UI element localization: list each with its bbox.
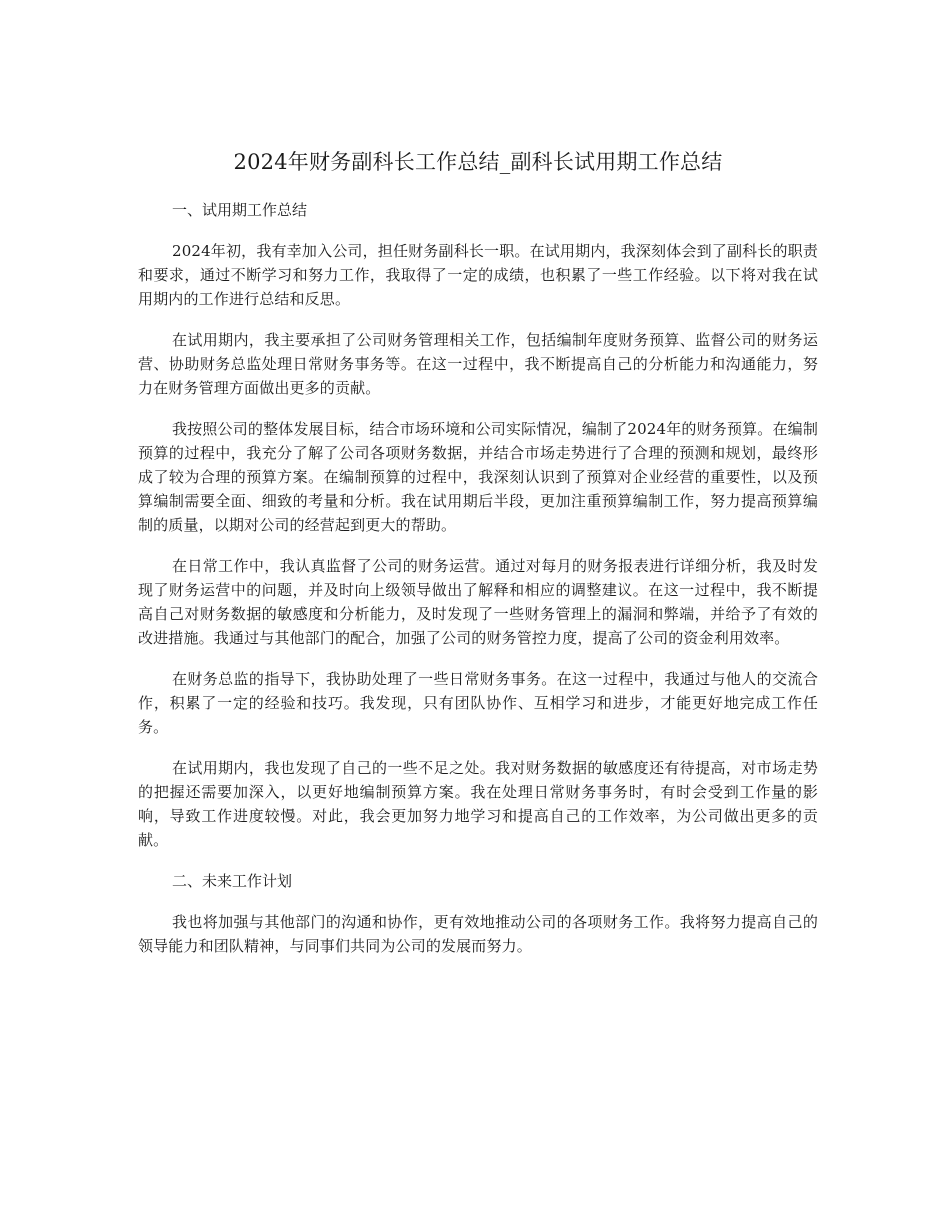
document-title: 2024年财务副科长工作总结_副科长试用期工作总结 xyxy=(233,150,723,174)
paragraph-daily-affairs: 在财务总监的指导下，我协助处理了一些日常财务事务。在这一过程中，我通过与他人的交流合作，积累了一定的经验和技巧。我发现，只有团队协作、互相学习和进步，才能更好地完成工作任务。 xyxy=(138,670,818,736)
paragraph-operations: 在日常工作中，我认真监督了公司的财务运营。通过对每月的财务报表进行详细分析，我及时发现了财务运营中的问题，并及时向上级领导做出了解释和相应的调整建议。在这一过程中，我不断提高自己对财务数据的敏感度和分析能力，及时发现了一些财务管理上的漏洞和弊端，并给予了有效的改进措施。我通过与其他部门的配合，加强了公司的财务管控力度，提高了公司的资金利用效率。 xyxy=(138,557,818,647)
paragraph-budget: 我按照公司的整体发展目标，结合市场环境和公司实际情况，编制了2024年的财务预算。在编制预算的过程中，我充分了解了公司各项财务数据，并结合市场走势进行了合理的预测和规划，最终形成了较为合理的预算方案。在编制预算的过程中，我深刻认识到了预算对企业经营的重要性，以及预算编制需要全面、细致的考量和分析。我在试用期后半段，更加注重预算编制工作，努力提高预算编制的质量，以期对公司的经营起到更大的帮助。 xyxy=(138,420,818,534)
section-heading-future-plan: 二、未来工作计划 xyxy=(172,872,293,890)
paragraph-shortcomings: 在试用期内，我也发现了自己的一些不足之处。我对财务数据的敏感度还有待提高，对市场走势的把握还需要加深入，以更好地编制预算方案。我在处理日常财务事务时，有时会受到工作量的影响，导致工作进度较慢。对此，我会更加努力地学习和提高自己的工作效率，为公司做出更多的贡献。 xyxy=(138,759,818,849)
paragraph-responsibilities: 在试用期内，我主要承担了公司财务管理相关工作，包括编制年度财务预算、监督公司的财务运营、协助财务总监处理日常财务事务等。在这一过程中，我不断提高自己的分析能力和沟通能力，努力在财务管理方面做出更多的贡献。 xyxy=(138,331,818,397)
paragraph-future-plan: 我也将加强与其他部门的沟通和协作，更有效地推动公司的各项财务工作。我将努力提高自己的领导能力和团队精神，与同事们共同为公司的发展而努力。 xyxy=(138,913,818,955)
paragraph-intro: 2024年初，我有幸加入公司，担任财务副科长一职。在试用期内，我深刻体会到了副科长的职责和要求，通过不断学习和努力工作，我取得了一定的成绩，也积累了一些工作经验。以下将对我在试用期内的工作进行总结和反思。 xyxy=(138,242,818,308)
section-heading-probation-summary: 一、试用期工作总结 xyxy=(172,201,308,219)
